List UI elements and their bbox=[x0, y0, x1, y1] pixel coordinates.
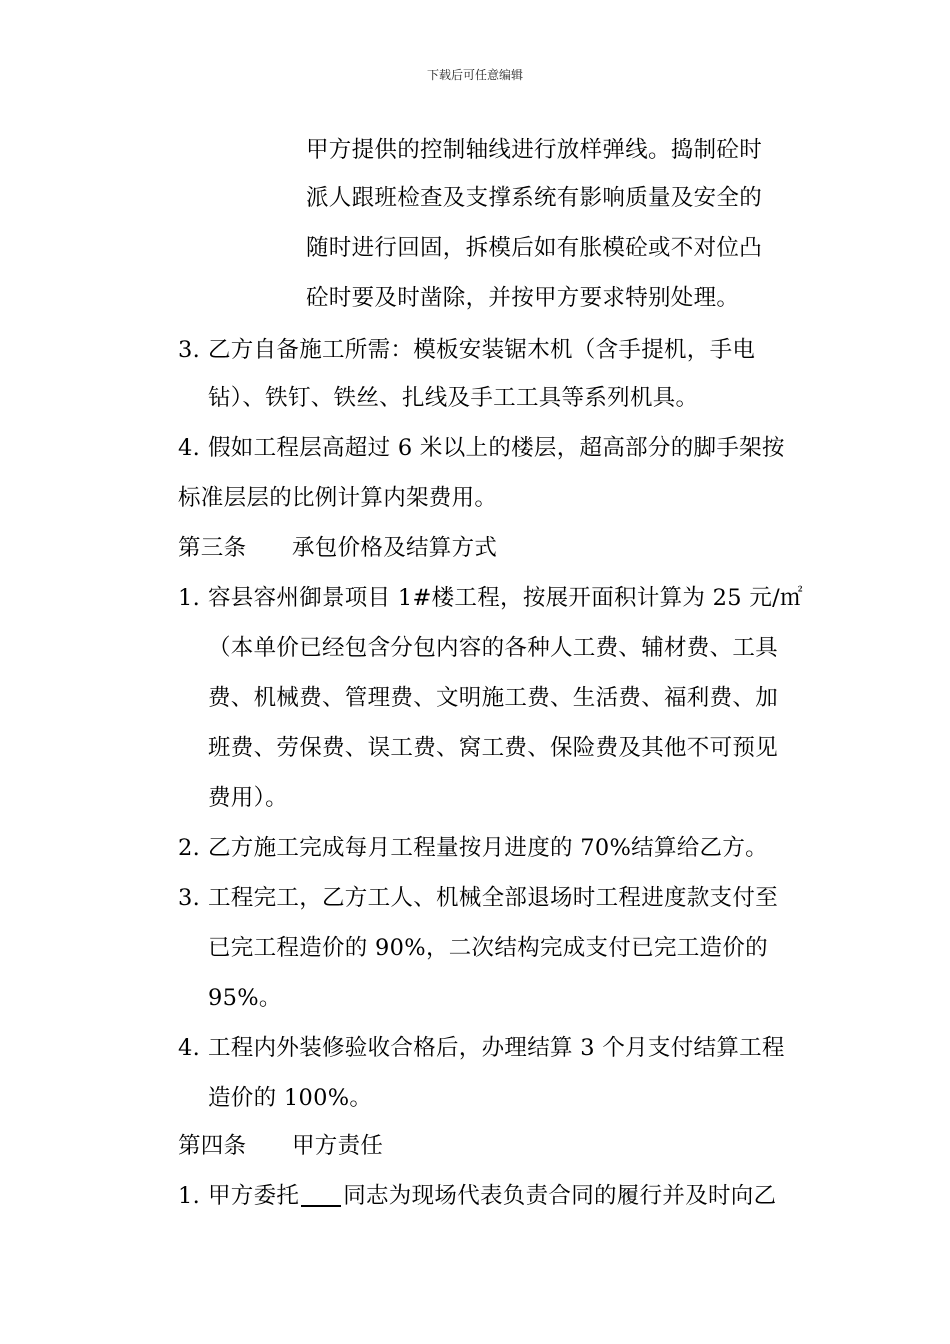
list-item-text: 标准层层的比例计算内架费用。 bbox=[178, 485, 498, 511]
list-item-text: 已完工程造价的 90%，二次结构完成支付已完工造价的 bbox=[208, 935, 768, 961]
item-number: 4. bbox=[178, 1035, 201, 1061]
paragraph-line: 派人跟班检查及支撑系统有影响质量及安全的 bbox=[306, 185, 763, 211]
item-number: 3. bbox=[178, 337, 201, 363]
item-number: 1. bbox=[178, 1183, 201, 1209]
section-heading: 第三条 承包价格及结算方式 bbox=[178, 535, 498, 561]
section-heading: 第四条 甲方责任 bbox=[178, 1133, 384, 1159]
list-item-text bbox=[208, 1181, 776, 1211]
fill-in-blank bbox=[301, 1183, 341, 1207]
paragraph-line: 随时进行回固，拆模后如有胀模砼或不对位凸 bbox=[306, 235, 763, 261]
item-number: 2. bbox=[178, 835, 201, 861]
list-item-text: 班费、劳保费、误工费、窝工费、保险费及其他不可预见 bbox=[208, 735, 779, 761]
page-header: 下载后可任意编辑 bbox=[426, 68, 523, 82]
item-number: 3. bbox=[178, 885, 201, 911]
list-item-text: 假如工程层高超过 6 米以上的楼层，超高部分的脚手架按 bbox=[208, 435, 785, 461]
list-item-text: 造价的 100%。 bbox=[208, 1085, 373, 1111]
list-item-text: 乙方自备施工所需：模板安装锯木机（含手提机，手电 bbox=[208, 337, 756, 363]
list-item-text: 工程内外装修验收合格后，办理结算 3 个月支付结算工程 bbox=[208, 1035, 785, 1061]
paragraph-line: 砼时要及时凿除，并按甲方要求特别处理。 bbox=[306, 285, 740, 311]
list-item-text-part: 甲方委托 bbox=[208, 1183, 300, 1209]
list-item-text: 费、机械费、管理费、文明施工费、生活费、福利费、加 bbox=[208, 685, 779, 711]
list-item-text: 乙方施工完成每月工程量按月进度的 70%结算给乙方。 bbox=[208, 835, 768, 861]
list-item-text: 工程完工，乙方工人、机械全部退场时工程进度款支付至 bbox=[208, 885, 779, 911]
list-item-text-part: 同志为现场代表负责合同的履行并及时向乙 bbox=[343, 1183, 777, 1209]
item-number: 4. bbox=[178, 435, 201, 461]
list-item-text: 95%。 bbox=[208, 985, 282, 1011]
item-number: 1. bbox=[178, 585, 201, 611]
list-item-text: 费用）。 bbox=[208, 785, 288, 811]
paragraph-line: 甲方提供的控制轴线进行放样弹线。捣制砼时 bbox=[306, 137, 763, 163]
list-item-text: （本单价已经包含分包内容的各种人工费、辅材费、工具 bbox=[208, 635, 779, 661]
list-item-text: 钻）、铁钉、铁丝、扎线及手工工具等系列机具。 bbox=[208, 385, 699, 411]
list-item-text: 容县容州御景项目 1#楼工程，按展开面积计算为 25 元/㎡ bbox=[208, 585, 803, 611]
